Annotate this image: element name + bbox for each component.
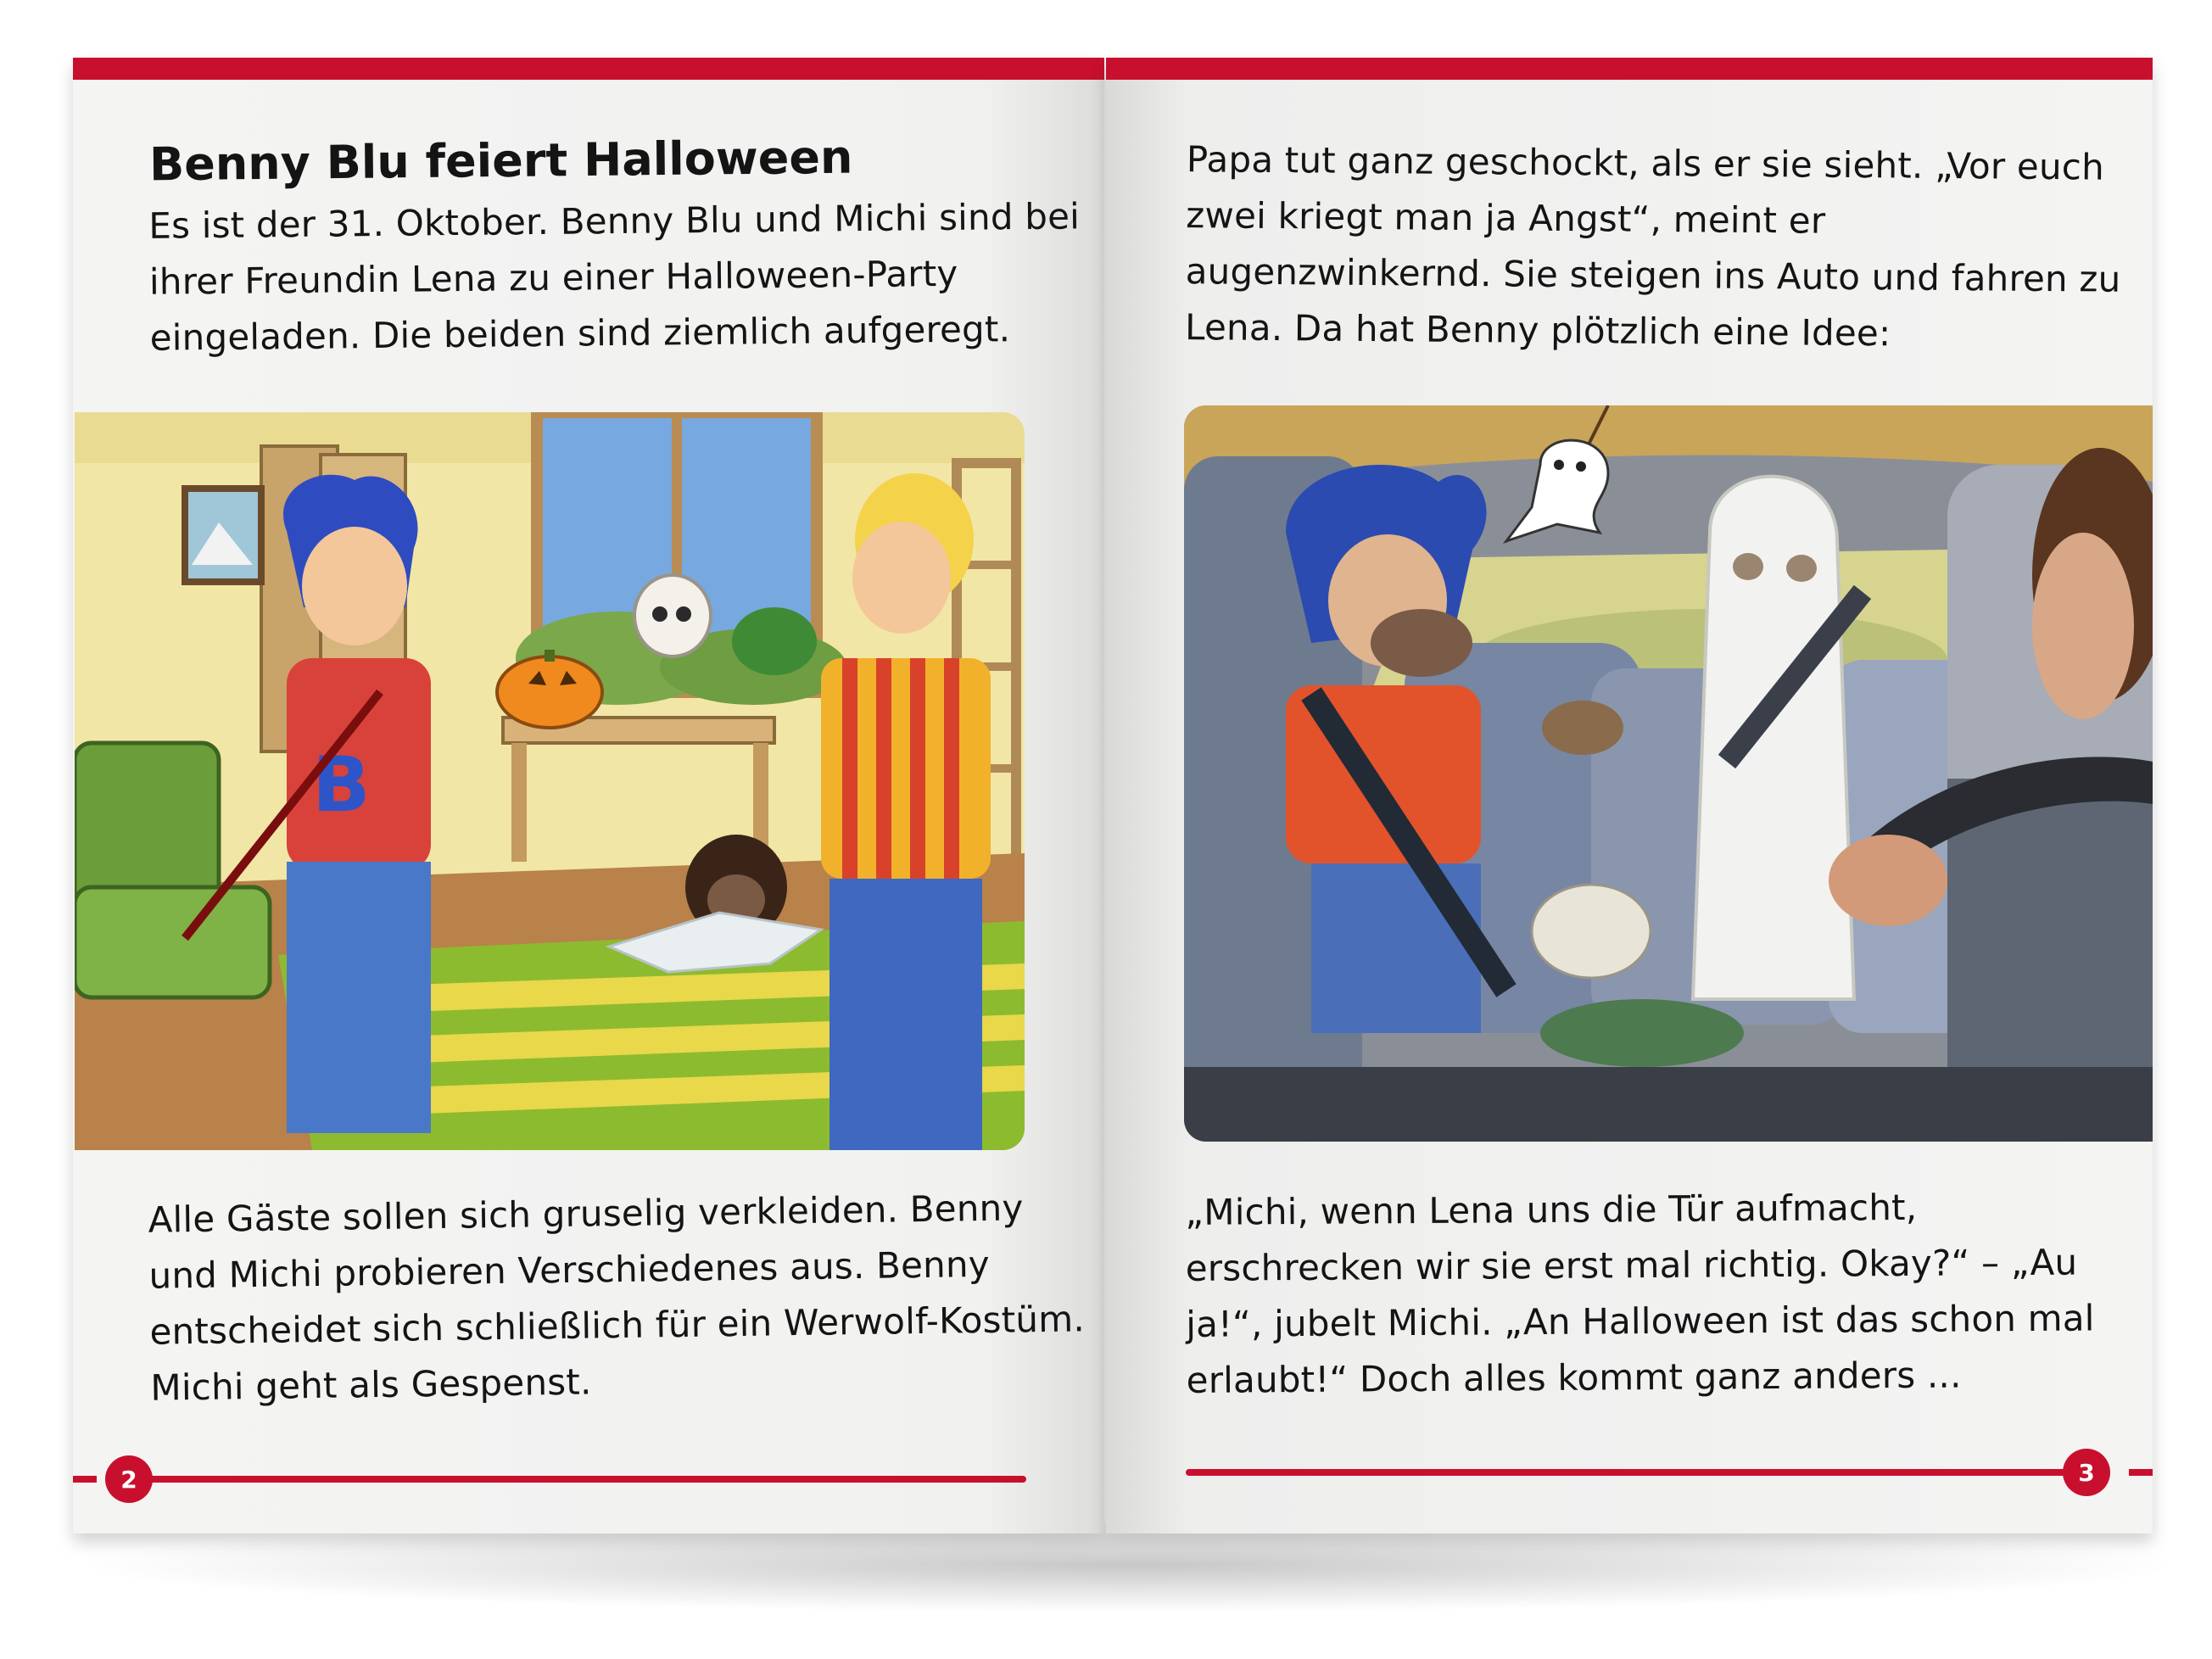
right-paragraph-top: Papa tut ganz geschockt, als er sie sieht. „Vor euch zwei kriegt man ja Angst“, meint er augenzwinkernd. Sie steigen ins Auto und fahren zu Lena. Da hat Benny plötzlich eine Idee: (1184, 138, 2121, 355)
right-paragraph-bottom: „Michi, wenn Lena uns die Tür aufmacht, erschrecken wir sie erst mal richtig. Okay?“ – „Au ja!“, jubelt Michi. „An Halloween ist das schon mal erlaubt!“ Doch alles kommt ganz anders ... (1185, 1186, 2095, 1401)
left-page (73, 58, 1104, 1533)
bottom-red-line-right (1186, 1469, 2068, 1476)
car-scene-image (1184, 405, 2153, 1142)
page-number-right: 3 (2063, 1449, 2110, 1496)
bottom-red-line-left (124, 1476, 1026, 1483)
left-paragraph-bottom: Alle Gäste sollen sich gruselig verkleiden. Benny und Michi probieren Verschiedenes aus. Benny entscheidet sich schließlich für ein Werwolf-Kostüm. Michi geht als Gespenst. (148, 1187, 1086, 1409)
bottom-dash-right (2129, 1469, 2153, 1476)
illustration-living-room (75, 412, 1025, 1150)
svg-text:B: B (312, 740, 371, 830)
right-page (1106, 58, 2153, 1533)
top-red-bar-right (1106, 58, 2153, 80)
page-number-left: 2 (105, 1455, 153, 1503)
bottom-dash-left (73, 1476, 97, 1483)
left-paragraph-top: Es ist der 31. Oktober. Benny Blu und Michi sind bei ihrer Freundin Lena zu einer Halloween-Party eingeladen. Die beiden sind ziemlich aufgeregt. (148, 195, 1081, 359)
story-title: Benny Blu feiert Halloween (148, 130, 853, 192)
top-red-bar (73, 58, 1104, 80)
illustration-car-interior (1184, 405, 2153, 1142)
living-room-scene-image (75, 412, 1025, 1150)
